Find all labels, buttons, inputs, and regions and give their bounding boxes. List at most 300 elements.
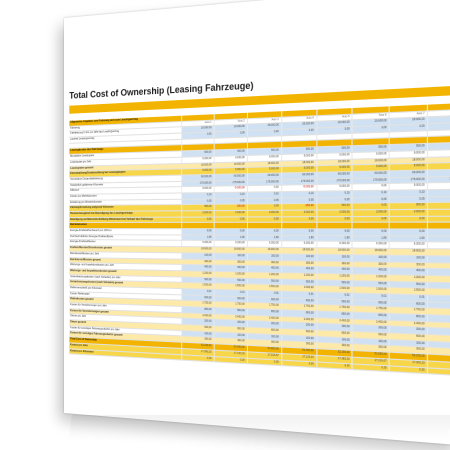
table-cell: 800,00: [247, 309, 281, 315]
table-cell: 100,00: [247, 334, 281, 341]
table-cell: 1.750,00: [281, 304, 316, 310]
table-cell: 6,00: [214, 229, 247, 234]
table-cell: [427, 269, 450, 275]
table-cell: 200,00: [214, 320, 247, 326]
table-cell: [389, 223, 427, 228]
table-cell: 1.200,00: [181, 271, 213, 277]
row-label: Energie-/Kraftstoffverbrauch pro 100 km: [70, 229, 112, 233]
table-cell: 600,00: [181, 325, 213, 331]
table-cell: [427, 296, 450, 303]
row-label: Laufzeit Leasingvertrag: [70, 136, 95, 141]
table-cell: 0,30: [389, 366, 427, 373]
table-cell: 51.400,00: [281, 348, 316, 355]
table-cell: 1.500,00: [389, 288, 427, 294]
table-cell: 100,00: [281, 335, 316, 342]
table-cell: 300,00: [214, 338, 247, 345]
table-cell: 300,00: [181, 337, 213, 343]
table-cell: 18.000,00: [281, 160, 316, 166]
table-cell: 1,80: [352, 236, 389, 242]
table-cell: [427, 223, 450, 229]
table-cell: 18.000,00: [389, 157, 427, 163]
table-cell: 6,00: [352, 230, 389, 235]
table-cell: 600,00: [316, 299, 352, 305]
table-cell: Auto 2: [214, 119, 247, 125]
table-cell: 1,80: [181, 235, 213, 240]
table-cell: 200,00: [389, 327, 427, 334]
table-cell: 52.150,00: [181, 343, 213, 350]
sheet-title: Total Cost of Ownership (Leasing Fahrzeuge): [69, 80, 254, 101]
table-cell: [427, 130, 450, 137]
table-cell: 1.200,00: [389, 275, 427, 281]
table-cell: 0,01: [316, 293, 352, 299]
table-cell: [427, 256, 450, 262]
table-cell: 500,00: [181, 277, 213, 283]
table-cell: 6.300,00: [281, 242, 316, 247]
table-cell: [181, 145, 213, 151]
table-cell: 400,00: [181, 265, 213, 271]
table-cell: -250,00: [281, 204, 316, 209]
table-cell: 0,01: [389, 295, 427, 301]
table-cell: 18.000,00: [214, 162, 247, 168]
table-cell: 1.200,00: [214, 272, 247, 278]
table-cell: [427, 230, 450, 236]
table-cell: [281, 141, 316, 147]
table-cell: 0,05: [214, 199, 247, 204]
row-label: Kosten pro Jahr: [70, 343, 88, 348]
table-cell: [427, 216, 450, 222]
table-cell: 300,00: [352, 345, 389, 352]
table-cell: 0,00: [247, 217, 281, 222]
table-cell: 6.300,00: [181, 241, 213, 246]
table-cell: 52.150,00: [389, 353, 427, 360]
table-cell: 3,00: [352, 126, 389, 133]
table-cell: 100,00: [316, 337, 352, 344]
table-cell: 300,00: [181, 259, 213, 264]
row-label: Kosten Reifenwahl: [70, 291, 90, 296]
table-cell: 2.400,00: [352, 319, 389, 326]
table-cell: 200,00: [352, 326, 389, 333]
table-cell: 600,00: [247, 297, 281, 303]
table-cell: 18.900,00: [352, 249, 389, 255]
table-cell: [247, 223, 281, 228]
table-cell: [281, 135, 316, 141]
table-cell: [427, 203, 450, 209]
table-cell: [427, 289, 450, 295]
table-cell: 6.000,00: [389, 151, 427, 157]
table-cell: 200,00: [281, 323, 316, 330]
table-cell: 0,00: [247, 186, 281, 192]
table-cell: 51.400,00: [214, 344, 247, 351]
table-cell: [316, 134, 352, 140]
table-cell: 1.750,00: [214, 302, 247, 308]
table-cell: -250,00: [214, 205, 247, 210]
table-cell: 2.000,00: [352, 210, 389, 215]
table-cell: 175.000,00: [247, 180, 281, 186]
table-cell: 2.400,00: [247, 315, 281, 321]
table-cell: 5.000,00: [181, 169, 213, 175]
table-cell: 6,00: [281, 229, 316, 234]
table-cell: [389, 131, 427, 138]
table-cell: 300,00: [389, 262, 427, 268]
table-cell: 500,00: [389, 203, 427, 209]
table-cell: 60.000,00: [281, 173, 316, 179]
table-cell: 1.500,00: [214, 284, 247, 290]
table-cell: [247, 142, 281, 148]
row-label: Kosten für sonstiges Fahrzeugzubehör pro Jahr: [70, 326, 120, 332]
table-cell: 5.000,00: [389, 184, 427, 190]
table-cell: 2.000,00: [181, 211, 213, 216]
table-cell: 2.000,00: [389, 210, 427, 216]
table-cell: 6.300,00: [247, 242, 281, 247]
table-cell: 17.216,67: [247, 352, 281, 359]
table-cell: 6.000,00: [214, 156, 247, 162]
row-label: Fahrleistung in km pro Jahr laut Leasingvertrag: [70, 130, 120, 136]
table-cell: 400,00: [352, 268, 389, 274]
table-cell: 300,00: [316, 261, 352, 267]
table-cell: 100,00: [214, 254, 247, 259]
table-cell: 6.000,00: [247, 155, 281, 161]
table-cell: 600,00: [281, 329, 316, 336]
table-cell: 60.000,00: [352, 171, 389, 177]
table-cell: [427, 236, 450, 242]
table-cell: 100,00: [181, 253, 213, 258]
row-label: Kosten für Versicherungen gesamt: [70, 308, 109, 314]
table-cell: 51.650,00: [352, 351, 389, 358]
table-cell: [281, 223, 316, 228]
table-cell: 1.500,00: [352, 287, 389, 293]
table-cell: 100,00: [247, 254, 281, 260]
table-cell: 6,00: [316, 230, 352, 235]
table-cell: 18.000,00: [352, 158, 389, 164]
table-cell: 1.500,00: [247, 285, 281, 291]
table-cell: 0,29: [281, 360, 316, 367]
table-cell: 20.000,00: [281, 122, 316, 129]
table-cell: 6.000,00: [181, 157, 213, 163]
table-cell: 100,00: [352, 255, 389, 261]
table-cell: 0,10: [352, 191, 389, 197]
table-cell: 6.300,00: [389, 243, 427, 249]
table-cell: 5.000,00: [316, 185, 352, 191]
table-cell: 3,00: [247, 130, 281, 136]
table-cell: [427, 368, 450, 376]
table-cell: 2.000,00: [316, 210, 352, 215]
table-cell: 1.750,00: [247, 303, 281, 309]
table-cell: 1.750,00: [389, 307, 427, 314]
table-cell: 60.000,00: [316, 172, 352, 178]
table-cell: 17.133,33: [214, 350, 247, 357]
table-cell: 175.000,00: [281, 179, 316, 185]
tco-table: [69, 103, 450, 377]
table-cell: 1,80: [389, 236, 427, 242]
table-cell: 2.400,00: [316, 318, 352, 325]
table-cell: [214, 143, 247, 149]
row-label: Kosten für Versicherungen pro Jahr: [70, 303, 107, 308]
table-cell: 0,10: [181, 193, 213, 198]
table-cell: 20.000,00: [352, 119, 389, 126]
table-cell: 2.400,00: [181, 313, 213, 319]
table-cell: 500,00: [181, 205, 213, 210]
row-label: Kosten für sonstiges Fahrzeugzubehör gesamt: [70, 331, 123, 338]
row-label: Wartungs- und Inspektionskosten gesamt: [70, 268, 117, 273]
table-cell: 2.400,00: [389, 320, 427, 327]
table-cell: [181, 223, 213, 228]
table-cell: 0,01: [247, 291, 281, 297]
table-cell: 60.000,00: [247, 173, 281, 179]
table-cell: 500,00: [316, 146, 352, 152]
table-cell: 300,00: [316, 343, 352, 350]
table-cell: 200,00: [181, 319, 213, 325]
table-cell: 0,00: [389, 217, 427, 222]
table-cell: 3,00: [214, 131, 247, 137]
table-cell: [214, 137, 247, 143]
table-cell: 6,00: [247, 229, 281, 234]
table-cell: 18.000,00: [247, 161, 281, 167]
row-label: Reifenverschleiß pro Kilometer: [70, 286, 102, 290]
table-cell: 5.000,00: [352, 165, 389, 171]
table-cell: 1.750,00: [316, 305, 352, 311]
table-cell: 0,00: [316, 217, 352, 222]
table-cell: 0,05: [247, 198, 281, 203]
row-label: Tatsächlich gefahrene Kilometer: [70, 182, 104, 187]
table-cell: [352, 223, 389, 228]
table-cell: 20.000,00: [247, 124, 281, 130]
table-cell: 500,00: [316, 204, 352, 209]
table-cell: [389, 138, 427, 145]
table-cell: 1.200,00: [281, 273, 316, 279]
table-cell: 0,01: [214, 290, 247, 296]
row-label: Fahrzeug: [70, 126, 80, 130]
table-cell: 1,80: [281, 236, 316, 241]
table-cell: [427, 263, 450, 269]
table-cell: 500,00: [214, 150, 247, 156]
table-cell: 0,01: [281, 292, 316, 298]
table-cell: 300,00: [281, 261, 316, 267]
table-cell: 600,00: [389, 301, 427, 308]
table-cell: 5.000,00: [214, 168, 247, 174]
row-label: Monatliche Leasingrate: [70, 154, 95, 158]
row-label: Leasingkosten des Fahrzeugs: [70, 148, 104, 153]
table-cell: 400,00: [214, 266, 247, 272]
table-cell: 2.000,00: [247, 211, 281, 216]
table-cell: 300,00: [247, 340, 281, 347]
table-cell: 3,00: [281, 129, 316, 135]
table-cell: 300,00: [281, 341, 316, 348]
table-cell: 1.500,00: [281, 285, 316, 291]
row-label: Energie-/Kraftstoffkosten: [70, 240, 96, 244]
table-cell: 0,05: [281, 198, 316, 203]
row-label: Steuer pro Jahr: [70, 314, 87, 319]
table-cell: 800,00: [181, 307, 213, 313]
table-cell: 1.200,00: [352, 274, 389, 280]
table-cell: 1.750,00: [352, 306, 389, 313]
table-cell: Auto 3: [247, 117, 281, 124]
table-cell: 0,00: [281, 217, 316, 222]
table-cell: 1.200,00: [247, 272, 281, 278]
table-cell: 0,30: [352, 364, 389, 371]
table-cell: 800,00: [389, 314, 427, 321]
table-cell: 600,00: [352, 332, 389, 339]
table-cell: 1.200,00: [316, 274, 352, 280]
table-cell: 500,00: [389, 282, 427, 288]
table-cell: 0,29: [214, 356, 247, 363]
table-cell: 1,80: [214, 235, 247, 240]
table-cell: 3,00: [181, 132, 213, 138]
table-cell: [427, 143, 450, 150]
table-cell: 0,01: [181, 289, 213, 295]
table-cell: [427, 190, 450, 196]
row-label: Instandsetzungskosten (nach Schaden) pro Jahr: [70, 274, 121, 279]
table-cell: [427, 282, 450, 288]
table-cell: 5.000,00: [247, 167, 281, 173]
table-cell: 17.133,33: [281, 354, 316, 361]
table-cell: 0,10: [214, 193, 247, 198]
table-cell: 1,80: [247, 236, 281, 241]
table-cell: 200,00: [247, 321, 281, 327]
row-label: Leasingraten gesamt: [70, 165, 94, 170]
table-cell: 20.000,00: [389, 118, 427, 125]
table-cell: 800,00: [281, 310, 316, 316]
table-cell: [247, 136, 281, 142]
table-cell: 20.000,00: [214, 125, 247, 131]
row-label: Einmalzahlung/Sonderzahlung bei Leasingbeginn: [70, 170, 126, 176]
table-cell: 18.900,00: [247, 248, 281, 253]
table-cell: 600,00: [214, 326, 247, 332]
table-cell: 100,00: [389, 340, 427, 347]
table-cell: 6.300,00: [352, 242, 389, 248]
table-cell: 2.000,00: [281, 211, 316, 216]
table-cell: 500,00: [214, 278, 247, 284]
table-cell: Auto 7: [389, 111, 427, 118]
table-cell: 5.000,00: [316, 166, 352, 172]
row-label: Durchschnittlicher Energie-/Kraftstoffpreis: [70, 234, 114, 239]
table-cell: 6,00: [181, 229, 213, 234]
table-cell: 60.000,00: [389, 170, 427, 176]
table-cell: 500,00: [281, 148, 316, 154]
table-cell: 17.383,33: [389, 359, 427, 366]
row-label: Erstattung pro Minderkilometer: [70, 200, 102, 204]
table-cell: 300,00: [389, 346, 427, 353]
table-cell: 175.000,00: [389, 177, 427, 183]
table-cell: 5.000,00: [389, 164, 427, 170]
row-label: Leasingrate pro Jahr: [70, 160, 92, 164]
row-label: Differenz: [70, 189, 80, 193]
table-cell: 3,00: [389, 124, 427, 131]
table-cell: [352, 132, 389, 139]
table-cell: 51.650,00: [247, 346, 281, 353]
table-cell: 17.383,33: [181, 349, 213, 356]
table-cell: [316, 140, 352, 146]
table-cell: 400,00: [247, 266, 281, 272]
table-cell: 100,00: [316, 255, 352, 261]
table-cell: 0,10: [389, 190, 427, 196]
table-cell: 20.000,00: [181, 126, 213, 132]
table-cell: 0,30: [316, 362, 352, 369]
table-cell: [427, 163, 450, 169]
table-cell: 100,00: [352, 338, 389, 345]
table-cell: 18.000,00: [316, 159, 352, 165]
table-cell: Auto 4: [281, 116, 316, 123]
table-cell: 800,00: [352, 313, 389, 320]
row-label: Instandsetzungskosten (nach Schaden) gesamt: [70, 280, 124, 285]
table-cell: 18.900,00: [214, 247, 247, 252]
table-cell: 300,00: [352, 262, 389, 268]
row-label: Steuer gesamt: [70, 320, 87, 324]
table-cell: [427, 276, 450, 282]
row-label: Beteiligung am Mehrerlös/Zahlung Minderwert bei Verkauf des Fahrzeugs: [70, 217, 153, 221]
table-cell: 1,80: [316, 236, 352, 241]
row-label: Betriebsstoffkosten gesamt: [70, 257, 101, 262]
table-cell: 6.300,00: [214, 241, 247, 246]
table-cell: 6.000,00: [281, 154, 316, 160]
table-cell: 0,10: [281, 192, 316, 198]
table-cell: 2.400,00: [281, 317, 316, 323]
row-label: Kosten pro Mehrkilometer: [70, 194, 97, 198]
page-reflection: [68, 415, 450, 441]
table-cell: 300,00: [214, 260, 247, 266]
table-cell: 500,00: [316, 280, 352, 286]
table-cell: 60.000,00: [181, 175, 213, 181]
table-cell: 500,00: [389, 144, 427, 150]
table-cell: 0,00: [352, 217, 389, 222]
table-cell: [427, 156, 450, 162]
table-cell: 0,05: [316, 198, 352, 204]
table-cell: 175.000,00: [352, 178, 389, 184]
table-cell: 400,00: [281, 267, 316, 273]
table-cell: Auto 1: [181, 120, 213, 126]
table-cell: 0,30: [181, 355, 213, 362]
table-cell: 500,00: [352, 145, 389, 151]
table-cell: 800,00: [214, 308, 247, 314]
table-cell: 500,00: [247, 149, 281, 155]
row-label: Betriebskosten: [70, 223, 87, 227]
table-cell: 0,05: [389, 197, 427, 203]
table-cell: 0,00: [352, 204, 389, 210]
row-label: Betriebsstoffkosten pro Jahr: [70, 251, 100, 256]
row-label: Total Cost of Ownership: [70, 337, 97, 342]
table-cell: 500,00: [281, 279, 316, 285]
table-cell: 0,00: [214, 217, 247, 222]
row-label: Kosten pro Kilometer: [70, 348, 94, 354]
table-cell: Auto 5: [316, 114, 352, 121]
table-cell: [427, 243, 450, 249]
row-label: Zahlung/Erstattung aufgrund Kilometer: [70, 205, 114, 210]
table-cell: 600,00: [214, 296, 247, 302]
table-cell: 175.000,00: [214, 180, 247, 186]
table-cell: [427, 110, 450, 117]
table-cell: 100,00: [389, 256, 427, 262]
table-cell: 18.900,00: [281, 248, 316, 254]
table-cell: 600,00: [389, 333, 427, 340]
table-cell: 5.000,00: [181, 187, 213, 192]
table-cell: 0,05: [181, 199, 213, 204]
table-cell: [181, 138, 213, 144]
table-cell: 2.000,00: [214, 211, 247, 216]
row-label: Kraftstoffkosten/Stromkosten gesamt: [70, 246, 112, 250]
table-cell: [427, 170, 450, 176]
table-cell: 600,00: [316, 330, 352, 337]
table-cell: 0,05: [352, 197, 389, 203]
table-cell: 18.900,00: [181, 247, 213, 252]
table-cell: 600,00: [181, 295, 213, 301]
table-cell: 600,00: [352, 300, 389, 306]
table-cell: [427, 123, 450, 130]
table-cell: 0,30: [247, 358, 281, 365]
table-cell: 52.150,00: [316, 349, 352, 356]
table-cell: 18.900,00: [316, 248, 352, 254]
row-label: Reifenkosten gesamt: [70, 297, 94, 302]
table-cell: 6.000,00: [316, 153, 352, 159]
row-label: Allgemeine Angaben zum Fahrzeug und zum Leasingvertrag: [70, 117, 138, 124]
